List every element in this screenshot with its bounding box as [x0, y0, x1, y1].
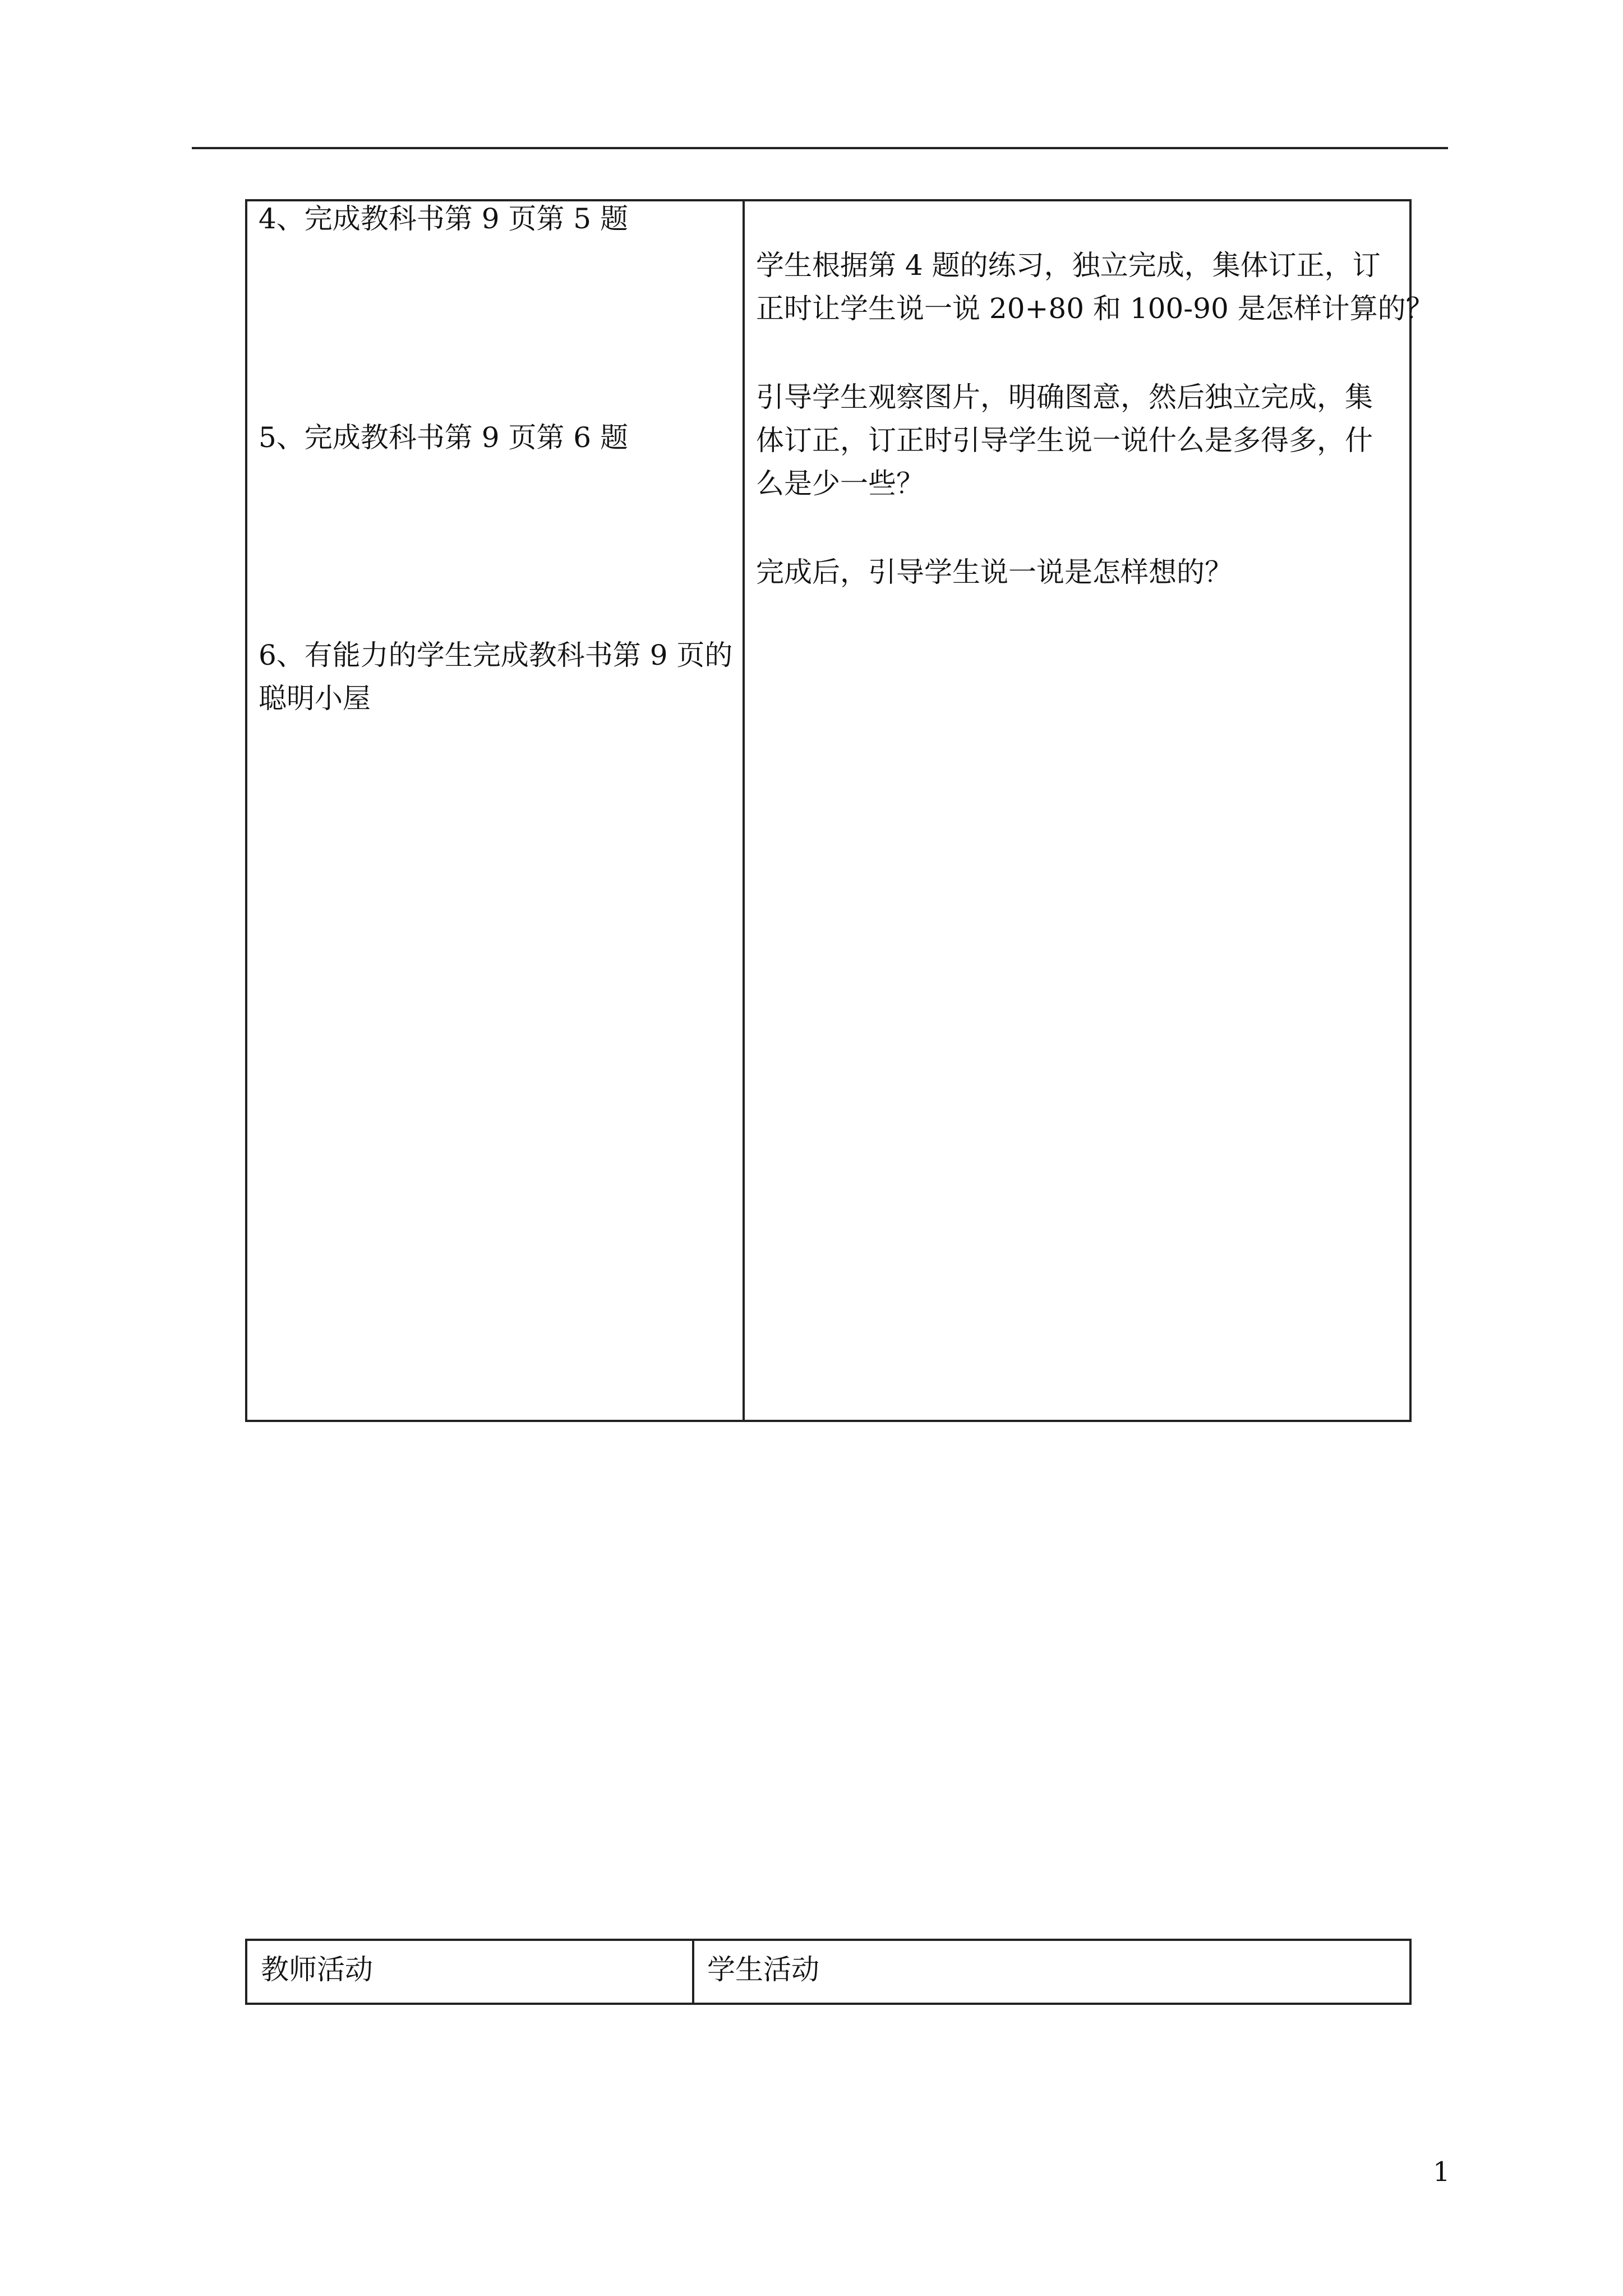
- lesson-table: [245, 199, 1434, 1422]
- student-activity-header: 学生活动: [707, 1953, 819, 1986]
- student-activity-para2-line1: 引导学生观察图片，明确图意，然后独立完成，集: [756, 381, 1373, 413]
- header-rule: [192, 147, 1448, 149]
- student-activity-para1-line2: 正时让学生说一说 20+80 和 100-90 是怎样计算的？: [756, 292, 1434, 325]
- teacher-activity-header: 教师活动: [261, 1953, 373, 1986]
- page-number: 1: [1433, 2156, 1450, 2188]
- student-activity-para1-line1: 学生根据第 4 题的练习，独立完成，集体订正，订: [756, 249, 1381, 282]
- student-activity-para2-line3: 么是少一些？: [756, 467, 924, 500]
- column-divider: [743, 201, 745, 1420]
- task-4-text: 4、完成教科书第 9 页第 5 题: [259, 203, 629, 235]
- task-6-text-line1: 6、有能力的学生完成教科书第 9 页的: [259, 639, 733, 671]
- student-activity-para3-line1: 完成后，引导学生说一说是怎样想的？: [756, 556, 1233, 588]
- task-6-text-line2: 聪明小屋: [259, 682, 371, 715]
- student-activity-para2-line2: 体订正，订正时引导学生说一说什么是多得多，什: [756, 424, 1373, 457]
- task-5-text: 5、完成教科书第 9 页第 6 题: [259, 421, 629, 454]
- footer-column-divider: [692, 1941, 694, 2003]
- activity-header-table: [245, 1939, 1412, 2005]
